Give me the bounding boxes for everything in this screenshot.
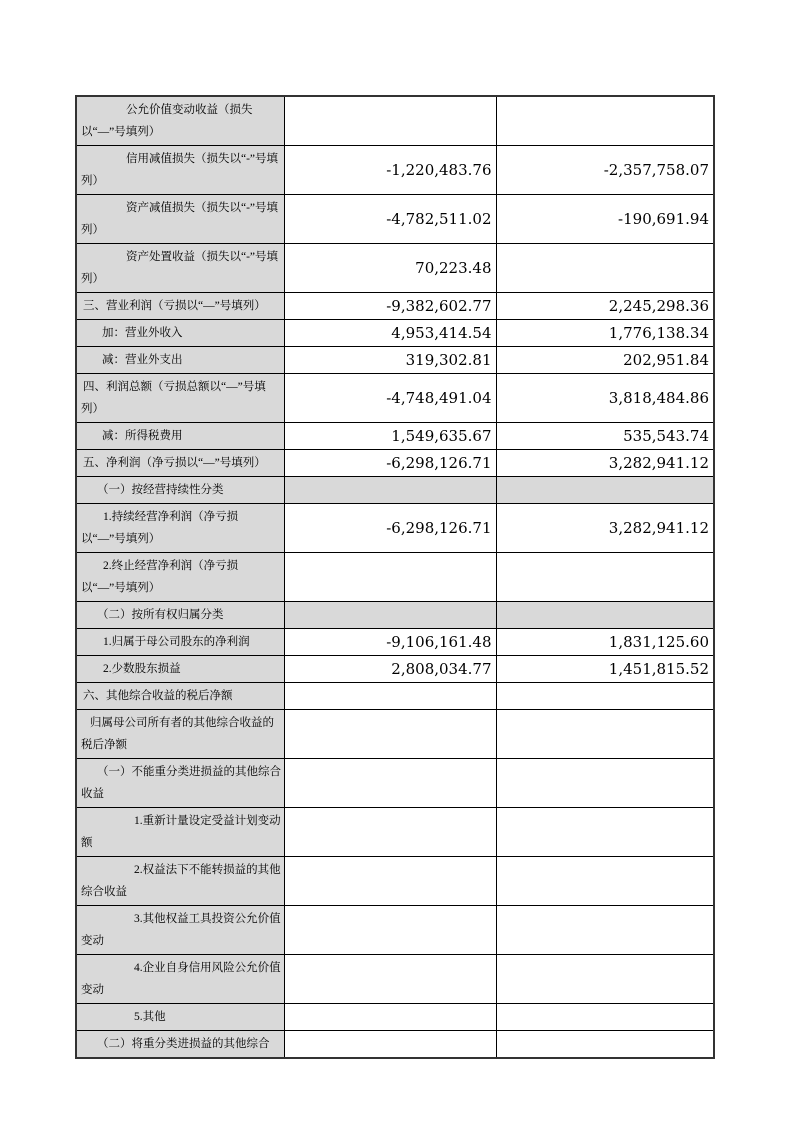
table-row xyxy=(76,96,714,146)
table-row xyxy=(76,759,714,808)
table-row xyxy=(76,906,714,955)
line-item-label-cell: 5.其他 xyxy=(76,1004,284,1031)
prior-period-amount-cell xyxy=(496,477,714,504)
prior-period-amount-cell: 1,776,138.34 xyxy=(496,320,714,347)
table-row xyxy=(76,656,714,683)
current-period-amount-cell: -1,220,483.76 xyxy=(284,146,496,195)
table-row xyxy=(76,683,714,710)
table-row xyxy=(76,320,714,347)
line-item-label-cell: 四、利润总额（亏损总额以“—”号填列） xyxy=(76,374,284,423)
current-period-amount-cell xyxy=(284,553,496,602)
prior-period-amount-cell xyxy=(496,759,714,808)
prior-period-amount-cell xyxy=(496,244,714,293)
income-statement-table xyxy=(75,95,715,1059)
current-period-amount-cell: 2,808,034.77 xyxy=(284,656,496,683)
prior-period-amount-cell xyxy=(496,96,714,146)
current-period-amount-cell: -6,298,126.71 xyxy=(284,504,496,553)
prior-period-amount-cell: -2,357,758.07 xyxy=(496,146,714,195)
line-item-label-cell: 1.归属于母公司股东的净利润 xyxy=(76,629,284,656)
table-row xyxy=(76,629,714,656)
prior-period-amount-cell: 2,245,298.36 xyxy=(496,293,714,320)
table-row xyxy=(76,477,714,504)
line-item-label-cell: 2.权益法下不能转损益的其他综合收益 xyxy=(76,857,284,906)
prior-period-amount-cell: 535,543.74 xyxy=(496,423,714,450)
line-item-label-cell: 五、净利润（净亏损以“—”号填列） xyxy=(76,450,284,477)
prior-period-amount-cell xyxy=(496,553,714,602)
table-row xyxy=(76,553,714,602)
line-item-label-cell: 加：营业外收入 xyxy=(76,320,284,347)
prior-period-amount-cell: 3,818,484.86 xyxy=(496,374,714,423)
current-period-amount-cell xyxy=(284,808,496,857)
line-item-label-cell: 归属母公司所有者的其他综合收益的税后净额 xyxy=(76,710,284,759)
current-period-amount-cell: -6,298,126.71 xyxy=(284,450,496,477)
current-period-amount-cell: 4,953,414.54 xyxy=(284,320,496,347)
line-item-label-cell: （一）不能重分类进损益的其他综合收益 xyxy=(76,759,284,808)
line-item-label-cell: 减：所得税费用 xyxy=(76,423,284,450)
line-item-label-cell: 2.少数股东损益 xyxy=(76,656,284,683)
line-item-label-cell: 资产处置收益（损失以“-”号填列） xyxy=(76,244,284,293)
line-item-label-cell: 减：营业外支出 xyxy=(76,347,284,374)
table-row xyxy=(76,857,714,906)
current-period-amount-cell xyxy=(284,683,496,710)
table-row xyxy=(76,374,714,423)
current-period-amount-cell: 1,549,635.67 xyxy=(284,423,496,450)
line-item-label-cell: （一）按经营持续性分类 xyxy=(76,477,284,504)
table-row xyxy=(76,1004,714,1031)
prior-period-amount-cell xyxy=(496,857,714,906)
table-row xyxy=(76,347,714,374)
line-item-label-cell: 六、其他综合收益的税后净额 xyxy=(76,683,284,710)
current-period-amount-cell xyxy=(284,477,496,504)
prior-period-amount-cell xyxy=(496,906,714,955)
line-item-label-cell: 资产减值损失（损失以“-”号填列） xyxy=(76,195,284,244)
table-row xyxy=(76,602,714,629)
table-row xyxy=(76,710,714,759)
prior-period-amount-cell xyxy=(496,808,714,857)
table-row xyxy=(76,955,714,1004)
table-row xyxy=(76,1031,714,1059)
current-period-amount-cell: 319,302.81 xyxy=(284,347,496,374)
prior-period-amount-cell xyxy=(496,683,714,710)
current-period-amount-cell xyxy=(284,857,496,906)
current-period-amount-cell: -9,382,602.77 xyxy=(284,293,496,320)
current-period-amount-cell xyxy=(284,96,496,146)
table-row xyxy=(76,293,714,320)
prior-period-amount-cell xyxy=(496,602,714,629)
current-period-amount-cell xyxy=(284,710,496,759)
table-row xyxy=(76,423,714,450)
prior-period-amount-cell: 3,282,941.12 xyxy=(496,450,714,477)
table-row xyxy=(76,450,714,477)
prior-period-amount-cell: -190,691.94 xyxy=(496,195,714,244)
line-item-label-cell: 公允价值变动收益（损失以“—”号填列） xyxy=(76,96,284,146)
line-item-label-cell: 1.重新计量设定受益计划变动额 xyxy=(76,808,284,857)
current-period-amount-cell: -4,782,511.02 xyxy=(284,195,496,244)
current-period-amount-cell xyxy=(284,955,496,1004)
prior-period-amount-cell: 3,282,941.12 xyxy=(496,504,714,553)
line-item-label-cell: 信用减值损失（损失以“-”号填列） xyxy=(76,146,284,195)
current-period-amount-cell xyxy=(284,1031,496,1059)
line-item-label-cell: 1.持续经营净利润（净亏损以“—”号填列） xyxy=(76,504,284,553)
table-row xyxy=(76,504,714,553)
current-period-amount-cell: 70,223.48 xyxy=(284,244,496,293)
current-period-amount-cell xyxy=(284,759,496,808)
table-row xyxy=(76,146,714,195)
prior-period-amount-cell: 202,951.84 xyxy=(496,347,714,374)
line-item-label-cell: （二）按所有权归属分类 xyxy=(76,602,284,629)
current-period-amount-cell xyxy=(284,1004,496,1031)
prior-period-amount-cell xyxy=(496,955,714,1004)
line-item-label-cell: 3.其他权益工具投资公允价值变动 xyxy=(76,906,284,955)
prior-period-amount-cell: 1,451,815.52 xyxy=(496,656,714,683)
income-statement-body xyxy=(76,96,714,1058)
current-period-amount-cell xyxy=(284,602,496,629)
line-item-label-cell: （二）将重分类进损益的其他综合 xyxy=(76,1031,284,1059)
current-period-amount-cell xyxy=(284,906,496,955)
prior-period-amount-cell xyxy=(496,710,714,759)
line-item-label-cell: 4.企业自身信用风险公允价值变动 xyxy=(76,955,284,1004)
table-row xyxy=(76,244,714,293)
prior-period-amount-cell xyxy=(496,1031,714,1059)
current-period-amount-cell: -4,748,491.04 xyxy=(284,374,496,423)
prior-period-amount-cell xyxy=(496,1004,714,1031)
prior-period-amount-cell: 1,831,125.60 xyxy=(496,629,714,656)
line-item-label-cell: 三、营业利润（亏损以“—”号填列） xyxy=(76,293,284,320)
table-row xyxy=(76,195,714,244)
current-period-amount-cell: -9,106,161.48 xyxy=(284,629,496,656)
line-item-label-cell: 2.终止经营净利润（净亏损以“—”号填列） xyxy=(76,553,284,602)
table-row xyxy=(76,808,714,857)
